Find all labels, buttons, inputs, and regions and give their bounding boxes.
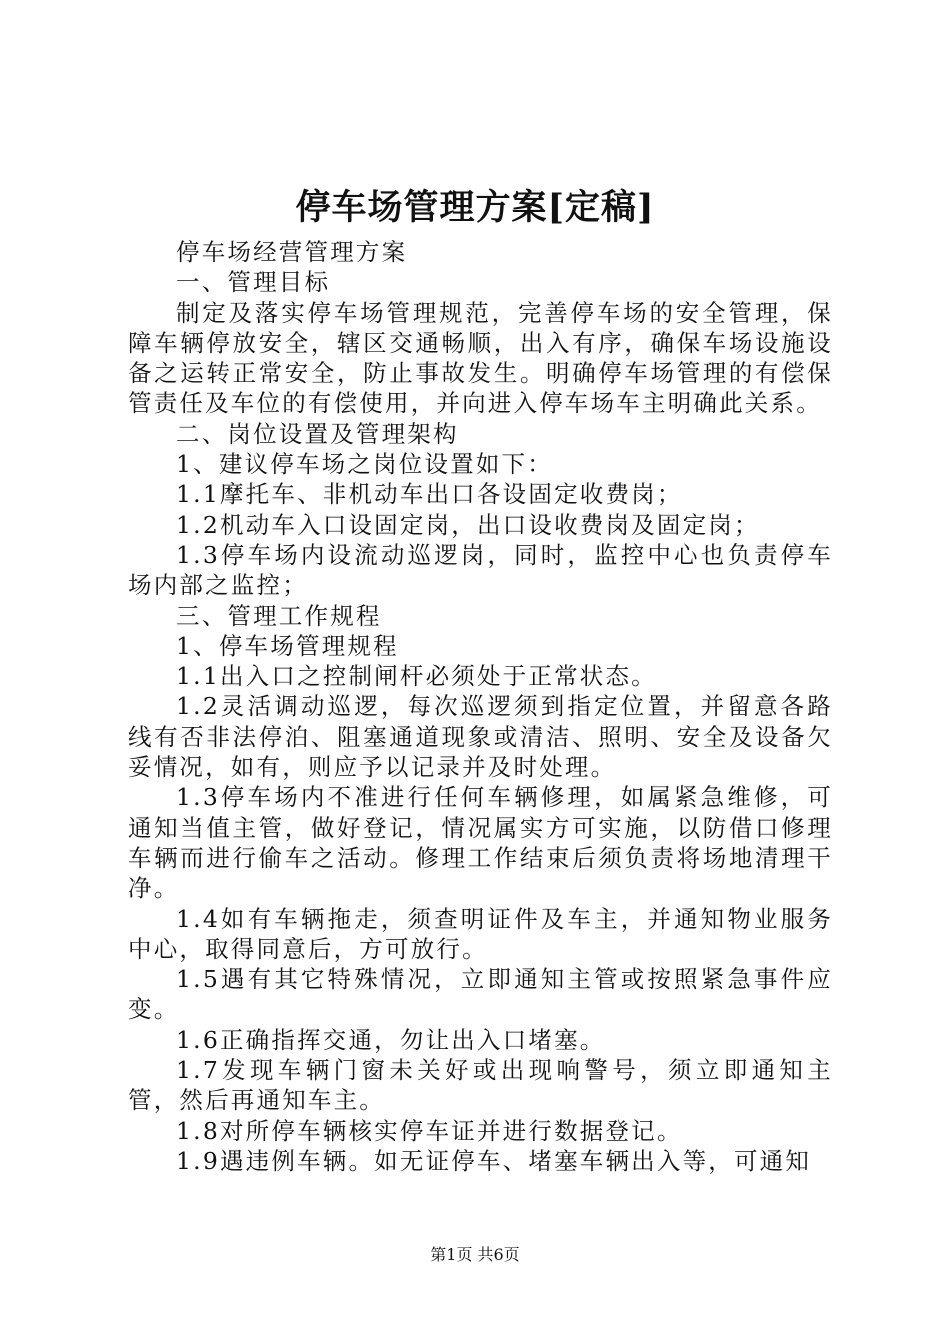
- paragraph: 制定及落实停车场管理规范，完善停车场的安全管理，保障车辆停放安全，辖区交通畅顺，出入有序，确保车场设施设备之运转正常安全，防止事故发生。明确停车场管理的有偿保管责任及车位的有偿使用，并向进入停车场车主明确此关系。: [128, 298, 833, 418]
- section-heading-2: 二、岗位设置及管理架构: [176, 419, 459, 448]
- document-body: [128, 237, 833, 1176]
- paragraph-subtitle: 停车场经营管理方案: [176, 238, 408, 266]
- document-title: 停车场管理方案[定稿]: [295, 187, 655, 228]
- paragraph: 1.3停车场内设流动巡逻岗，同时，监控中心也负责停车场内部之监控；: [128, 540, 833, 600]
- paragraph: 1.8对所停车辆核实停车证并进行数据登记。: [176, 1116, 683, 1145]
- section-heading-3: 三、管理工作规程: [176, 601, 382, 630]
- paragraph: 1.6正确指挥交通，勿让出入口堵塞。: [176, 1025, 606, 1054]
- paragraph: 1.9遇违例车辆。如无证停车、堵塞车辆出入等，可通知: [176, 1146, 812, 1175]
- page-footer: 第1页 共6页: [430, 1245, 520, 1264]
- paragraph: 1.7发现车辆门窗未关好或出现响警号，须立即通知主管，然后再通知车主。: [128, 1056, 833, 1115]
- paragraph: 1.2机动车入口设固定岗，出口设收费岗及固定岗；: [176, 510, 760, 539]
- paragraph: 1.1出入口之控制闸杆必须处于正常状态。: [176, 662, 657, 691]
- section-heading-1: 一、管理目标: [176, 268, 331, 297]
- paragraph: 1.1摩托车、非机动车出口各设固定收费岗；: [176, 480, 683, 509]
- paragraph: 1.3停车场内不准进行任何车辆修理，如属紧急维修，可通知当值主管，做好登记，情况属实方可实施，以防借口修理车辆而进行偷车之活动。修理工作结束后须负责将场地清理干净。: [128, 783, 833, 903]
- paragraph: 1、停车场管理规程: [176, 631, 399, 660]
- paragraph: 1.2灵活调动巡逻，每次巡逻须到指定位置，并留意各路线有否非法停泊、阻塞通道现象或清洁、照明、安全及设备欠妥情况，如有，则应予以记录并及时处理。: [128, 692, 833, 782]
- paragraph: 1.4如有车辆拖走，须查明证件及车主，并通知物业服务中心，取得同意后，方可放行。: [128, 904, 833, 963]
- paragraph: 1.5遇有其它特殊情况，立即通知主管或按照紧急事件应变。: [128, 965, 833, 1024]
- paragraph: 1、建议停车场之岗位设置如下：: [176, 450, 553, 479]
